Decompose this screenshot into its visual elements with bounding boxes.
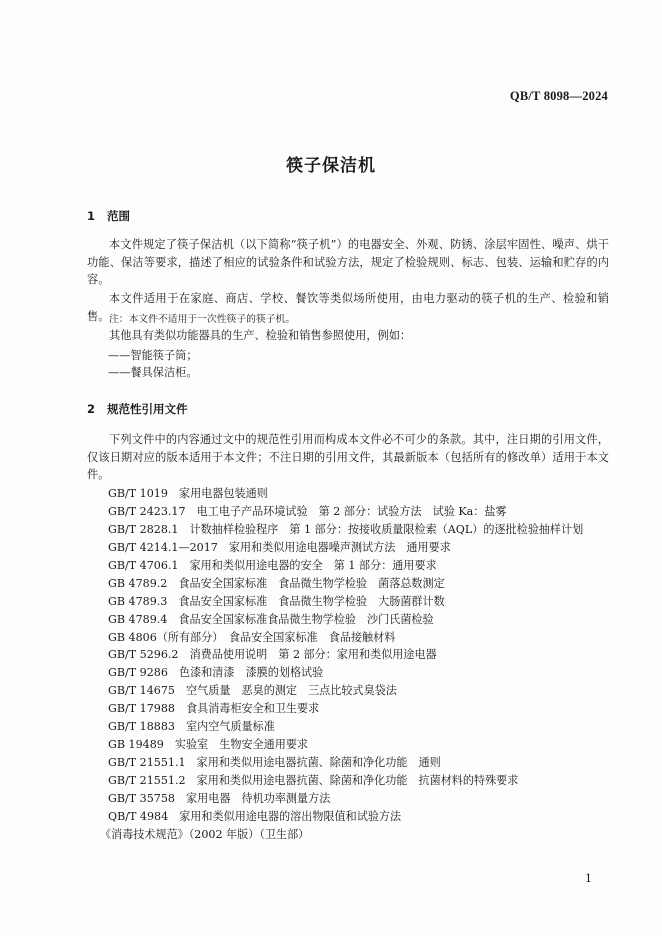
reference-item: GB 4789.3 食品安全国家标准 食品微生物学检验 大肠菌群计数 (108, 594, 445, 608)
document-title: 筷子保洁机 (286, 156, 376, 176)
section-2-title: 规范性引用文件 (107, 402, 188, 416)
reference-item: GB/T 1019 家用电器包装通则 (108, 487, 268, 500)
reference-item: GB 4789.4 食品安全国家标准食品微生物学检验 沙门氏菌检验 (108, 612, 434, 626)
applicability-text: 本文件适用于在家庭、商店、学校、餐饮等类似场所使用，由电力驱动的筷子机的生产、检验和销售。 (87, 292, 609, 323)
reference-item: GB/T 2423.17 电工电子产品环境试验 第 2 部分：试验方法 试验 Ka：盐雾 (108, 504, 507, 518)
reference-item: GB/T 14675 空气质量 恶臭的测定 三点比较式臭袋法 (108, 684, 397, 698)
reference-item: GB/T 18883 室内空气质量标准 (108, 720, 275, 734)
list-item: ——智能筷子筒； (108, 349, 198, 362)
reference-item: GB/T 17988 食具消毒柜安全和卫生要求 (108, 702, 320, 716)
section-2-heading (87, 401, 188, 417)
section-2-intro (87, 431, 609, 484)
section-1-number: 1 (87, 209, 96, 223)
reference-item: GB/T 5296.2 消费品使用说明 第 2 部分：家用和类似用途电器 (108, 648, 437, 662)
reference-item: GB/T 2828.1 计数抽样检验程序 第 1 部分：按接收质量限检索（AQL）的逐批检验抽样计划 (108, 522, 584, 536)
section-1-title: 范围 (107, 209, 130, 223)
section-1-heading (87, 208, 130, 224)
list-item: ——餐具保洁柜。 (108, 366, 198, 379)
reference-item: GB/T 9286 色漆和清漆 漆膜的划格试验 (108, 666, 324, 680)
section-1-paragraph-3 (87, 327, 609, 345)
section-1-note: 注：本文件不适用于一次性筷子的筷子机。 (109, 314, 296, 325)
standard-code: QB/T 8098—2024 (509, 89, 608, 103)
scope-text: 本文件规定了筷子保洁机（以下简称“筷子机”）的电器安全、外观、防锈、涂层牢固性、噪声、烘干功能、保洁等要求，描述了相应的试验条件和试验方法，规定了检验规则、标志、包装、运输和贮存的内容。 (87, 238, 609, 286)
reference-item: 《消毒技术规范》（2002 年版）（卫生部） (100, 827, 310, 841)
reference-item: GB 19489 实验室 生物安全通用要求 (108, 738, 309, 752)
reference-item: GB/T 4214.1—2017 家用和类似用途电器噪声测试方法 通用要求 (108, 540, 451, 554)
reference-item: GB/T 21551.1 家用和类似用途电器抗菌、除菌和净化功能 通则 (108, 756, 441, 770)
normative-references-intro: 下列文件中的内容通过文中的规范性引用而构成本文件必不可少的条款。其中，注日期的引用文件，仅该日期对应的版本适用于本文件；不注日期的引用文件，其最新版本（包括所有的修改单）适用于本文件。 (87, 433, 609, 481)
reference-list (100, 485, 584, 844)
reference-item: QB/T 4984 家用和类似用途电器的溶出物限值和试验方法 (108, 809, 402, 823)
section-1-paragraph-1 (87, 236, 609, 289)
reference-item: GB/T 21551.2 家用和类似用途电器抗菌、除菌和净化功能 抗菌材料的特殊要求 (108, 774, 519, 787)
section-2-number: 2 (87, 402, 96, 416)
reference-item: GB/T 35758 家用电器 待机功率测量方法 (108, 791, 331, 805)
reference-item: GB/T 4706.1 家用和类似用途电器的安全 第 1 部分：通用要求 (108, 558, 437, 572)
page-number: 1 (585, 872, 592, 885)
similar-appliances-text: 其他具有类似功能器具的生产、检验和销售参照使用，例如： (109, 329, 412, 342)
reference-item: GB 4806（所有部分） 食品安全国家标准 食品接触材料 (108, 630, 396, 644)
reference-item: GB 4789.2 食品安全国家标准 食品微生物学检验 菌落总数测定 (108, 576, 445, 590)
